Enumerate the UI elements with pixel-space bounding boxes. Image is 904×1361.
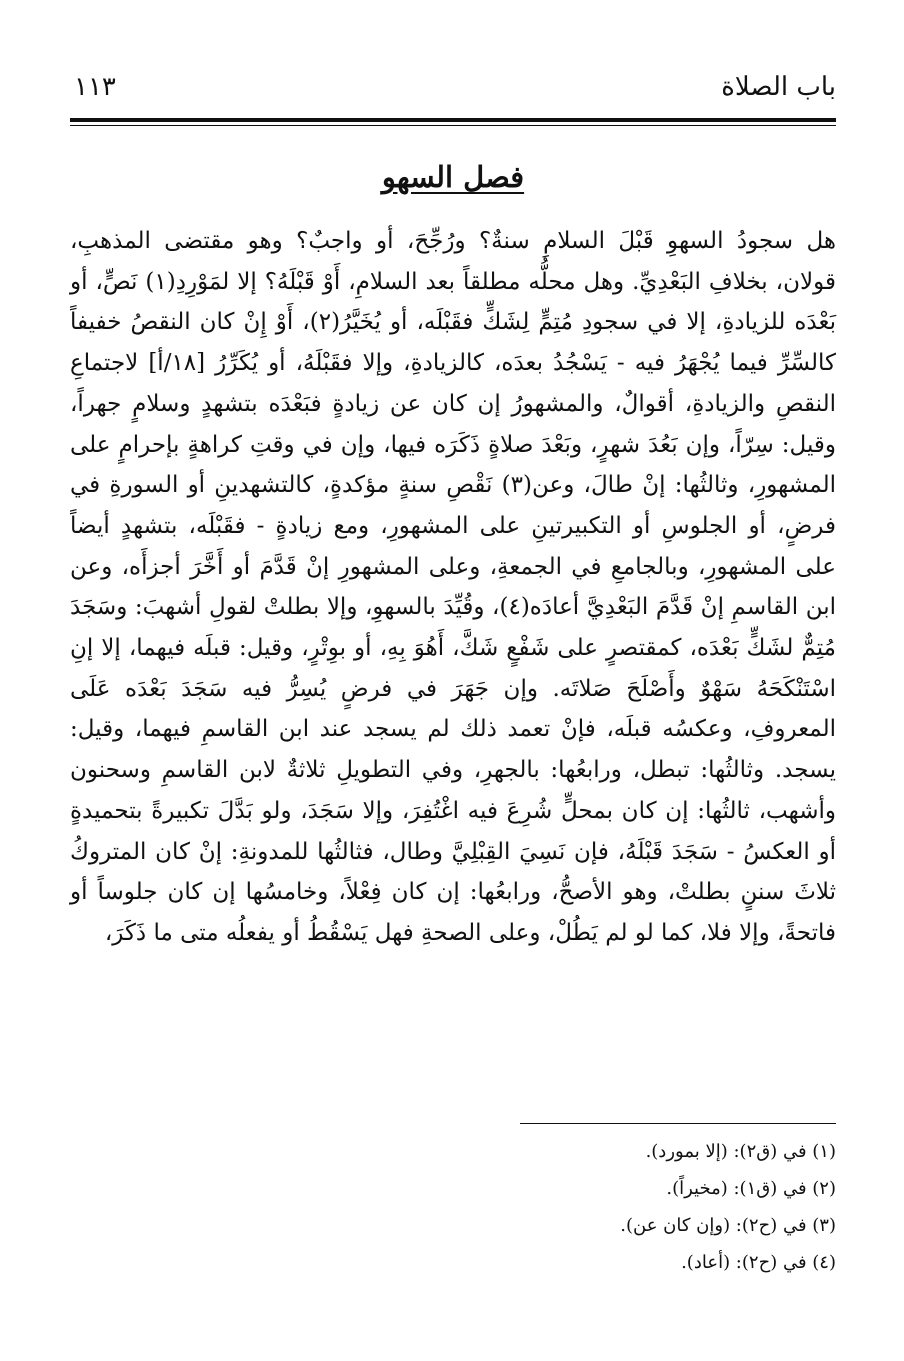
footnote-separator: [520, 1123, 836, 1124]
body-paragraph: هل سجودُ السهوِ قَبْلَ السلامِ سنةٌ؟ ورُجِّحَ، أو واجبٌ؟ وهو مقتضى المذهبِ، قولان، بخلافِ البَعْدِيِّ. وهل محلُّه مطلقاً بعد السلامِ، أَوْ قَبْلَهُ؟ إلا لمَوْرِدِ(١) نَصٍّ، أو بَعْدَه للزيادةِ، إلا في سجودِ مُتِمٍّ لِشَكٍّ فقَبْلَه، أو يُخَيَّرُ(٢)، أَوْ إِنْ كان النقصُ خفيفاً كالسِّرِّ فيما يُجْهَرُ فيه - يَسْجُدُ بعدَه، كالزيادةِ، وإلا فقَبْلَهُ، أو يُكَرِّرُ [١٨/أ] لاجتماعِ النقصِ والزيادةِ، أقوالٌ، والمشهورُ إن كان عن زيادةٍ فبَعْدَه بتشهدٍ وسلامٍ جهراً، وقيل: سِرّاً، وإن بَعُدَ شهرٍ، وبَعْدَ صلاةٍ ذَكَرَه فيها، وإن في وقتِ كراهةٍ بإحرامٍ على المشهورِ، وثالثُها: إنْ طالَ، وعن(٣) نَقْصِ سنةٍ مؤكدةٍ، كالتشهدينِ أو السورةِ في فرضٍ، أو الجلوسِ أو التكبيرتينِ على المشهورِ، ومع زيادةٍ - فقَبْلَه، بتشهدٍ أيضاً على المشهورِ، وبالجامعِ في الجمعةِ، وعلى المشهورِ إنْ قَدَّمَ أو أَخَّرَ أجزأَه، وعن ابن القاسمِ إنْ قَدَّمَ البَعْدِيَّ أعادَه(٤)، وقُيِّدَ بالسهوِ، وإلا بطلتْ لقولِ أشهبَ: وسَجَدَ مُتِمٌّ لشَكٍّ بَعْدَه، كمقتصرٍ على شَفْعٍ شَكَّ، أَهُوَ بِهِ، أو بوِتْرٍ، وقيل: قبلَه فيهما، إلا إنِ اسْتَنْكَحَهُ سَهْوٌ وأَصْلَحَ صَلاتَه. وإن جَهَرَ في فرضٍ يُسِرُّ فيه سَجَدَ بَعْدَه عَلَى المعروفِ، وعكسُه قبلَه، فإنْ تعمد ذلك لم يسجد عند ابن القاسمِ فيهما، وقيل: يسجد. وثالثُها: تبطل، ورابعُها: بالجهرِ، وفي التطويلِ ثلاثةٌ لابن القاسمِ وسحنون وأشهب، ثالثُها: إن كان بمحلٍّ شُرِعَ فيه اغْتُفِرَ، وإلا سَجَدَ، ولو بَدَّلَ تكبيرةً بتحميدةٍ أو العكسُ - سَجَدَ قَبْلَهُ، فإن نَسِيَ القِبْلِيَّ وطال، فثالثُها للمدونةِ: إنْ كان المتروكُ ثلاثَ سننٍ بطلتْ، وهو الأصحُّ، ورابعُها: إن كان فِعْلاً، وخامسُها إن كان جلوساً أو فاتحةً، وإلا فلا، كما لو لم يَطُلْ، وعلى الصحةِ فهل يَسْقُطُ أو يفعلُه متى ما ذَكَرَ،: [70, 228, 836, 946]
footnote-4: (٤) في (ح٢): (أعاد).: [681, 1252, 836, 1273]
footnote-2: (٢) في (ق١): (مخيراً).: [666, 1178, 836, 1199]
chapter-title: باب الصلاة: [721, 72, 836, 102]
section-title: فصل السهو: [381, 160, 525, 194]
running-header: [70, 70, 836, 114]
footnote-1: (١) في (ق٢): (إلا بمورد).: [645, 1141, 836, 1162]
page-number: ١١٣: [74, 72, 116, 102]
footnotes-list: [70, 1133, 836, 1281]
header-rule-thick: [70, 118, 836, 122]
header-rule-thin: [70, 125, 836, 126]
footnote-3: (٣) في (ح٢): (وإن كان عن).: [620, 1215, 836, 1236]
